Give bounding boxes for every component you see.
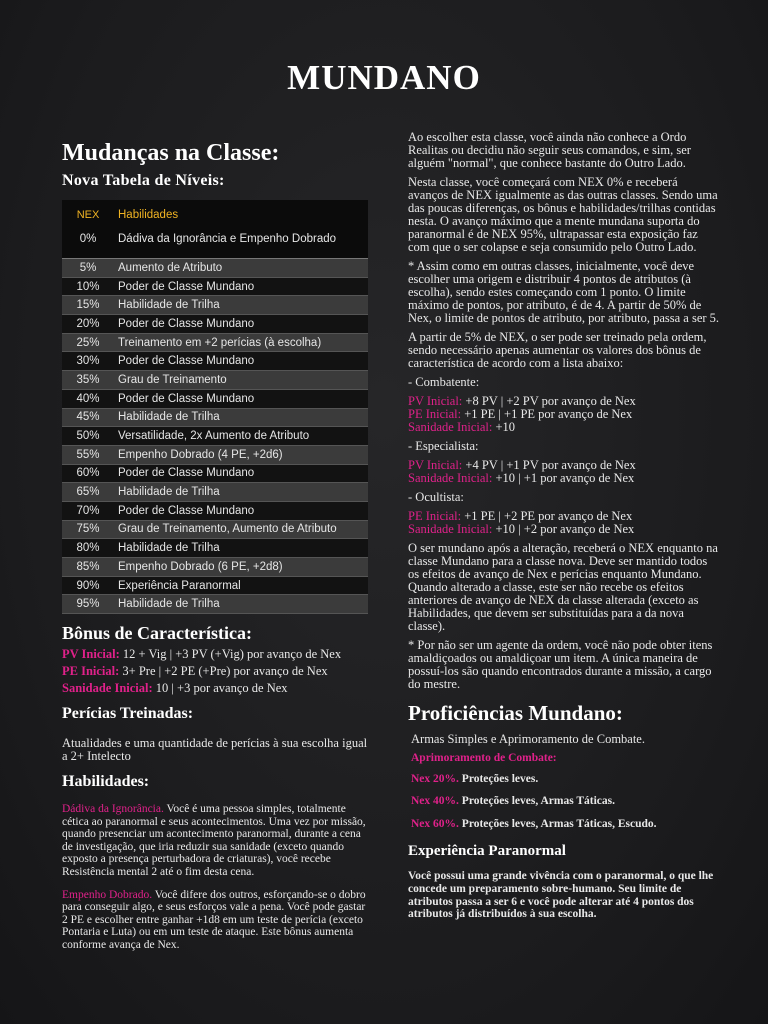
table-row [62, 352, 368, 371]
table-row [62, 389, 368, 408]
nex-paragraph: Nesta classe, você começará com NEX 0% e receberá avanços de NEX igualmente as das outras classes. Sendo uma das poucas diferenças, os bônus e habilidades/trilhas contidas nesta. O avanço máximo que a mente mundana suporta do paranormal é de NEX 95%, ultrapassar esta exposição faz com que o ser colapse e seja consumido pelo Outro Lado. [408, 175, 718, 254]
treinamento-paragraph: A partir de 5% de NEX, o ser pode ser treinado pela ordem, sendo necessário apenas aumentar os valores dos bônus de característica de acordo com a lista abaixo: [408, 330, 707, 370]
nex-cell: 10% [62, 277, 114, 296]
ocultista-label: - Ocultista: [408, 490, 464, 504]
nex40-text: Proteções leves, Armas Táticas. [458, 795, 615, 808]
alteracao-paragraph: O ser mundano após a alteração, receberá o NEX enquanto na classe Mundano para a classe nova. Deve ser mantido todos os efeitos de avanço de Nex e perícias enquanto Mundano. Quando alterado a classe, este ser não recebe os efeitos anteriores de avanço de NEX da classe alterada (exceto as Habilidades, que devem ser substituídas para a da nova classe). [408, 541, 718, 633]
nex-cell: 0% [62, 226, 114, 259]
itens-paragraph: * Por não ser um agente da ordem, você não pode obter itens amaldiçoados ou amaldiçoar um item. A única maneira de possuí-los são quando encontrados durante a missão, a cargo do mestre. [408, 638, 713, 691]
bonus-pe [62, 665, 372, 678]
nex-cell: 35% [62, 371, 114, 390]
table-row [62, 576, 368, 595]
habilidade-cell: Dádiva da Ignorância e Empenho Dobrado [114, 226, 368, 259]
nex-cell: 15% [62, 296, 114, 315]
experiencia-heading: Experiência Paranormal [408, 843, 566, 860]
ocultista-pe-text: +1 PE | +2 PE por avanço de Nex [461, 509, 633, 523]
aprimoramento-nex-60 [408, 818, 720, 831]
nex60-text: Proteções leves, Armas Táticas, Escudo. [458, 817, 657, 830]
ocultista-pe-label: PE Inicial: [408, 509, 462, 523]
combatente-san-label: Sanidade Inicial: [408, 420, 493, 434]
habilidade-cell: Empenho Dobrado (4 PE, +2d6) [114, 445, 368, 464]
nex-cell: 65% [62, 483, 114, 502]
ocultista-sanidade [408, 523, 720, 536]
table-row [62, 595, 368, 614]
table-row [62, 558, 368, 577]
left-column [62, 138, 372, 952]
nex20-text: Proteções leves. [458, 772, 539, 785]
pericias-text: Atualidades e uma quantidade de perícias à sua escolha igual a 2+ Intelecto [62, 736, 368, 764]
table-row [62, 277, 368, 296]
nex-cell: 80% [62, 539, 114, 558]
combatente-pv-label: PV Inicial: [408, 394, 463, 408]
pv-label: PV Inicial: [62, 647, 120, 662]
especialista-pv-text: +4 PV | +1 PV por avanço de Nex [462, 458, 636, 472]
combatente-sanidade [408, 421, 720, 434]
especialista-sanidade [408, 472, 720, 485]
table-row [62, 408, 368, 427]
aprimoramento-nex-40 [408, 795, 720, 808]
table-heading: Nova Tabela de Níveis: [62, 172, 225, 189]
combatente-pe-text: +1 PE | +1 PE por avanço de Nex [461, 407, 633, 421]
habilidade-cell: Habilidade de Trilha [114, 408, 368, 427]
nex-cell: 45% [62, 408, 114, 427]
combatente-pv-text: +8 PV | +2 PV por avanço de Nex [462, 394, 636, 408]
table-header-row [62, 200, 368, 226]
habilidade-cell: Poder de Classe Mundano [114, 464, 368, 483]
header-nex: NEX [62, 200, 114, 226]
aprimoramento-label-text: Aprimoramento de Combate: [411, 752, 557, 764]
habilidades-heading: Habilidades: [62, 773, 150, 791]
table-row [62, 296, 368, 315]
aprimoramento-nex-20 [408, 773, 720, 786]
table-row [62, 315, 368, 334]
dadiva-text: Você é uma pessoa simples, totalmente cética ao paranormal e seus acontecimentos. Uma vez por missão, quando presenciar um acontecimento paranormal, durante a cena de investigação, que iria reduzir sua sanidade (exceto quando exposto a presença perturbadora de criaturas), você recebe Resistência mental 2 até o fim desta cena. [62, 803, 366, 879]
combatente-label: - Combatente: [408, 375, 480, 389]
nex40-label: Nex 40%. [411, 795, 459, 808]
table-row [62, 520, 368, 539]
pericias-heading: Perícias Treinadas: [62, 705, 194, 723]
habilidade-cell: Poder de Classe Mundano [114, 315, 368, 334]
habilidade-cell: Poder de Classe Mundano [114, 501, 368, 520]
table-row [62, 501, 368, 520]
especialista-san-label: Sanidade Inicial: [408, 471, 493, 485]
empenho-text: Você difere dos outros, esforçando-se o dobro para conseguir algo, e seus esforços vale a pena. Você pode gastar 2 PE e escolher entre ganhar +1d8 em um teste de perícia (exceto Pontaria e Luta) ou em um teste de ataque. Este bônus aumenta conforme avança de Nex. [62, 888, 366, 951]
right-column [408, 131, 720, 921]
habilidade-cell: Empenho Dobrado (6 PE, +2d8) [114, 558, 368, 577]
nex-cell: 55% [62, 445, 114, 464]
especialista-pv-label: PV Inicial: [408, 458, 463, 472]
table-row [62, 483, 368, 502]
habilidade-dadiva [62, 803, 372, 879]
pe-text: 3+ Pre | +2 PE (+Pre) por avanço de Nex [119, 664, 328, 679]
especialista-san-text: +10 | +1 por avanço de Nex [492, 471, 635, 485]
table-row [62, 333, 368, 352]
habilidade-cell: Habilidade de Trilha [114, 539, 368, 558]
habilidade-cell: Versatilidade, 2x Aumento de Atributo [114, 427, 368, 446]
nex-cell: 70% [62, 501, 114, 520]
nex-cell: 50% [62, 427, 114, 446]
habilidade-cell: Poder de Classe Mundano [114, 277, 368, 296]
habilidade-cell: Habilidade de Trilha [114, 595, 368, 614]
table-row [62, 464, 368, 483]
habilidade-cell: Experiência Paranormal [114, 576, 368, 595]
nex-cell: 40% [62, 389, 114, 408]
page-title: MUNDANO [287, 58, 481, 97]
habilidade-cell: Treinamento em +2 perícias (à escolha) [114, 333, 368, 352]
nex-cell: 30% [62, 352, 114, 371]
proficiencias-text: Armas Simples e Aprimoramento de Combate. [411, 732, 645, 746]
bonus-pv [62, 648, 372, 661]
nex-cell: 60% [62, 464, 114, 483]
nex-cell: 85% [62, 558, 114, 577]
experiencia-text: Você possui uma grande vivência com o paranormal, o que lhe concede um preparamento sobre-humano. Seu limite de atributos passa a ser 6 e você pode alterar até 4 pontos dos atributos já distribuídos à sua escolha. [408, 870, 714, 921]
nex-cell: 20% [62, 315, 114, 334]
sanidade-text: 10 | +3 por avanço de Nex [152, 681, 288, 696]
nex-cell: 95% [62, 595, 114, 614]
habilidade-cell: Grau de Treinamento, Aumento de Atributo [114, 520, 368, 539]
table-row [62, 371, 368, 390]
table-row [62, 259, 368, 278]
habilidade-empenho [62, 889, 372, 952]
table-row [62, 226, 368, 259]
habilidade-cell: Aumento de Atributo [114, 259, 368, 278]
combatente-san-text: +10 [492, 420, 516, 434]
habilidade-cell: Poder de Classe Mundano [114, 389, 368, 408]
ocultista-san-label: Sanidade Inicial: [408, 522, 493, 536]
table-row [62, 427, 368, 446]
habilidade-cell: Habilidade de Trilha [114, 296, 368, 315]
dadiva-label: Dádiva da Ignorância. [62, 803, 164, 816]
proficiencias-heading: Proficiências Mundano: [408, 701, 623, 725]
nex-cell: 25% [62, 333, 114, 352]
aprimoramento-label [408, 752, 720, 765]
empenho-label: Empenho Dobrado. [62, 888, 153, 901]
table-row [62, 539, 368, 558]
especialista-label: - Especialista: [408, 439, 479, 453]
table-row [62, 445, 368, 464]
nex-cell: 75% [62, 520, 114, 539]
ocultista-san-text: +10 | +2 por avanço de Nex [492, 522, 635, 536]
nex-table [62, 200, 368, 614]
combatente-pe-label: PE Inicial: [408, 407, 462, 421]
habilidade-cell: Poder de Classe Mundano [114, 352, 368, 371]
atributos-paragraph: * Assim como em outras classes, inicialmente, você deve escolher uma origem e distribuir 4 pontos de atributos (à escolha), sendo estes começando com 1 ponto. O limite máximo de pontos, por atributo, é de 4. A partir de 50% de Nex, o limite de pontos de atributo, por atributo, passa a ser 5. [408, 259, 720, 325]
header-habilidades: Habilidades [114, 200, 368, 226]
nex-cell: 90% [62, 576, 114, 595]
sanidade-label: Sanidade Inicial: [62, 681, 153, 696]
bonus-sanidade [62, 682, 372, 695]
section-heading-mudancas: Mudanças na Classe: [62, 140, 280, 166]
habilidade-cell: Grau de Treinamento [114, 371, 368, 390]
nex60-label: Nex 60%. [411, 817, 459, 830]
nex-cell: 5% [62, 259, 114, 278]
nex20-label: Nex 20%. [411, 772, 459, 785]
bonus-heading: Bônus de Característica: [62, 623, 252, 644]
habilidade-cell: Habilidade de Trilha [114, 483, 368, 502]
intro-paragraph: Ao escolher esta classe, você ainda não conhece a Ordo Realitas ou decidiu não seguir seus comandos, e sim, ser alguém "normal", que conhece bastante do Outro Lado. [408, 130, 691, 170]
pv-text: 12 + Vig | +3 PV (+Vig) por avanço de Nex [119, 647, 342, 662]
pe-label: PE Inicial: [62, 664, 120, 679]
